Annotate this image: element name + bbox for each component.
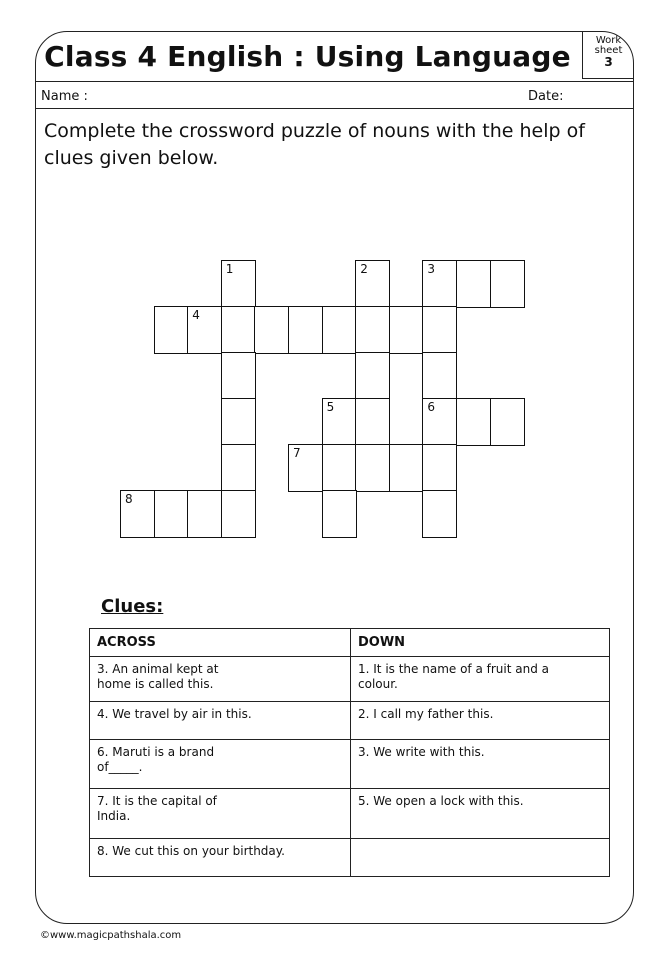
- clue-row: [90, 740, 610, 789]
- across-clue: 3. An animal kept at home is called this.: [90, 657, 351, 702]
- clue-number: 8: [125, 492, 133, 506]
- crossword-cell[interactable]: [221, 306, 256, 354]
- name-divider: [35, 108, 634, 109]
- crossword-cell[interactable]: [187, 490, 222, 538]
- crossword-cell[interactable]: [422, 306, 457, 354]
- crossword-cell[interactable]: [221, 352, 256, 400]
- down-clue: 1. It is the name of a fruit and a colour.: [351, 657, 610, 702]
- worksheet-number: 3: [604, 55, 613, 69]
- worksheet-number-box: [582, 31, 634, 79]
- title-divider: [35, 81, 634, 82]
- crossword-cell[interactable]: [422, 352, 457, 400]
- crossword-cell[interactable]: [221, 398, 256, 446]
- crossword-cell[interactable]: [288, 306, 323, 354]
- crossword-cell[interactable]: [422, 490, 457, 538]
- clue-number: 2: [360, 262, 368, 276]
- clue-number: 6: [427, 400, 436, 414]
- worksheet-label: Work sheet: [594, 35, 623, 56]
- worksheet-title: Class 4 English : Using Language: [44, 40, 571, 73]
- across-clue: 7. It is the capital of India.: [90, 789, 351, 839]
- clue-row: [90, 702, 610, 740]
- crossword-cell[interactable]: [490, 398, 525, 446]
- footer-copyright: ©www.magicpathshala.com: [40, 930, 182, 941]
- date-label: Date:: [528, 89, 564, 104]
- down-header: DOWN: [351, 629, 610, 657]
- crossword-cell[interactable]: [355, 444, 390, 492]
- crossword-cell[interactable]: [456, 398, 491, 446]
- across-header: ACROSS: [90, 629, 351, 657]
- crossword-cell[interactable]: [322, 306, 357, 354]
- crossword-cell[interactable]: [389, 306, 424, 354]
- crossword-cell[interactable]: [355, 352, 390, 400]
- crossword-cell[interactable]: [389, 444, 424, 492]
- crossword-cell[interactable]: [288, 444, 323, 492]
- crossword-cell[interactable]: [154, 490, 189, 538]
- crossword-cell[interactable]: [322, 490, 357, 538]
- crossword-cell[interactable]: [221, 490, 256, 538]
- across-clue: 8. We cut this on your birthday.: [90, 839, 351, 877]
- crossword-cell[interactable]: [154, 306, 189, 354]
- crossword-cell[interactable]: [456, 260, 491, 308]
- down-clue: 2. I call my father this.: [351, 702, 610, 740]
- down-clue: 3. We write with this.: [351, 740, 610, 789]
- clue-number: 7: [293, 446, 301, 460]
- clues-heading: Clues:: [101, 596, 164, 617]
- crossword-cell[interactable]: [355, 306, 390, 354]
- crossword-cell[interactable]: [355, 260, 390, 308]
- across-clue: 4. We travel by air in this.: [90, 702, 351, 740]
- name-label: Name :: [41, 89, 88, 104]
- crossword-cell[interactable]: [422, 398, 457, 446]
- crossword-cell[interactable]: [490, 260, 525, 308]
- crossword-cell[interactable]: [187, 306, 222, 354]
- across-clue: 6. Maruti is a brand of_____.: [90, 740, 351, 789]
- down-clue: [351, 839, 610, 877]
- clue-row: [90, 839, 610, 877]
- clue-number: 3: [427, 262, 436, 276]
- crossword-cell[interactable]: [221, 444, 256, 492]
- crossword-cell[interactable]: [221, 260, 256, 308]
- clue-row: [90, 789, 610, 839]
- crossword-cell[interactable]: [355, 398, 390, 446]
- crossword-cell[interactable]: [322, 444, 357, 492]
- clue-row: [90, 657, 610, 702]
- crossword-cell[interactable]: [422, 444, 457, 492]
- crossword-cell[interactable]: [322, 398, 357, 446]
- crossword-cell[interactable]: [254, 306, 289, 354]
- clue-number: 5: [326, 400, 335, 414]
- clue-number: 4: [192, 308, 200, 322]
- clues-header-row: [90, 629, 610, 657]
- crossword-cell[interactable]: [120, 490, 155, 538]
- clue-number: 1: [225, 262, 234, 276]
- clues-table: [89, 628, 610, 877]
- down-clue: 5. We open a lock with this.: [351, 789, 610, 839]
- instructions: Complete the crossword puzzle of nouns with the help of clues given below.: [44, 120, 585, 169]
- crossword-cell[interactable]: [422, 260, 457, 308]
